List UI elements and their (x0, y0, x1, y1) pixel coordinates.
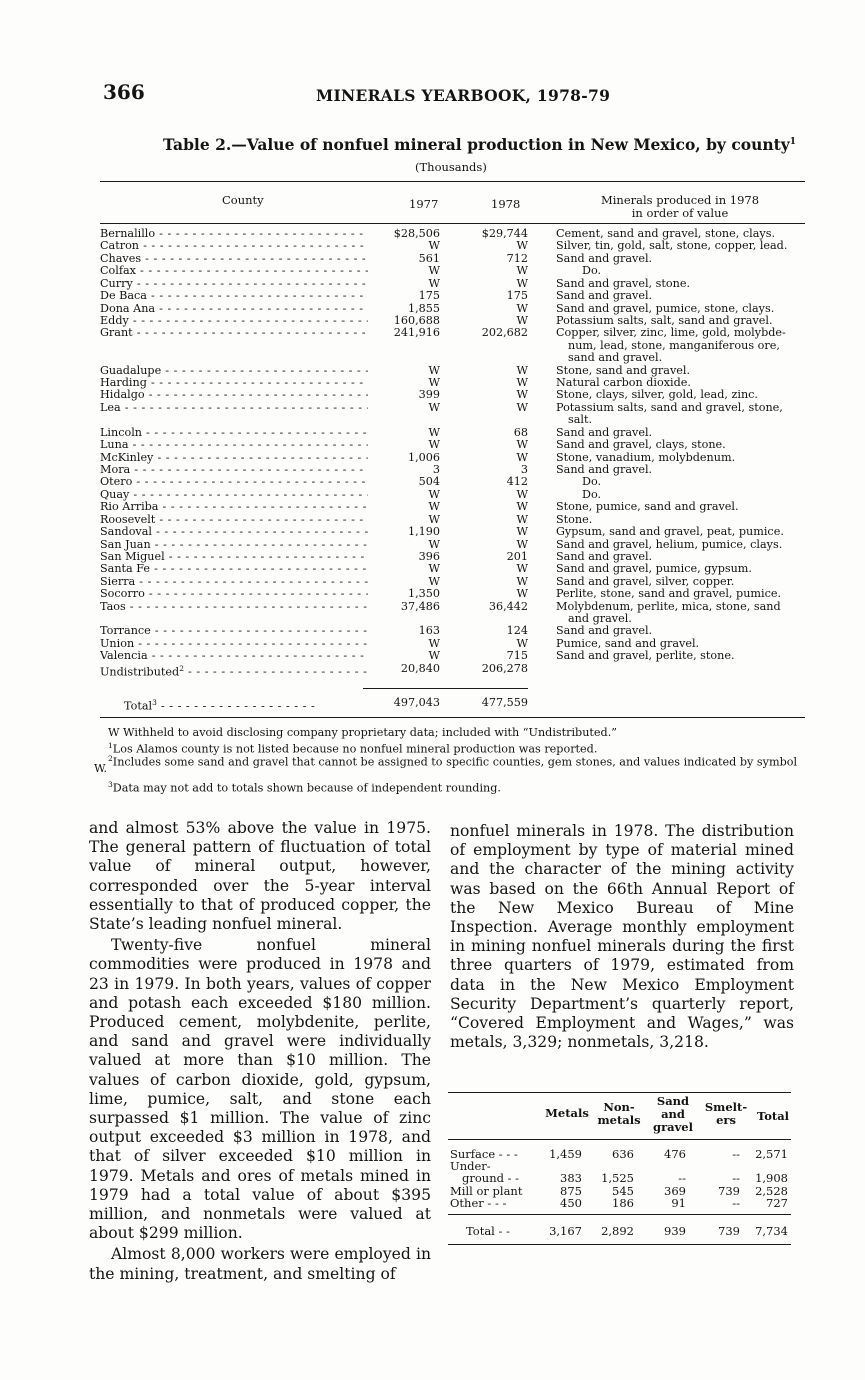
minerals-produced: Molybdenum, perlite, mica, stone, sand (556, 599, 781, 613)
table-header-minerals-line2: in order of value (631, 205, 729, 220)
value-1978: W (516, 450, 528, 464)
employment-row-label-text: Other (450, 1196, 484, 1210)
total-label (124, 697, 315, 713)
employment-top-rule (448, 1092, 791, 1093)
value-1977: W (428, 264, 440, 278)
employment-nonmetals: 186 (612, 1196, 634, 1210)
table-title-text: Table 2.—Value of nonfuel mineral production in New Mexico, by county (163, 135, 790, 154)
right-paragraph-1: nonfuel minerals in 1978. The distribution of employment by type of material mined and the character of the mining activity was based on the 66th Annual Report of the New Mexico Bureau of Mine Inspection. Average monthly employment in mining nonfuel minerals during the first three quarters of 1979, estimated from data in the New Mexico Employment Security Department’s quarterly report, “Covered Employment and Wages,” was metals, 3,329; nonmetals, 3,218. (450, 822, 794, 1052)
county-name: San Miguel - - - (100, 551, 368, 563)
minerals-produced: Sand and gravel, pumice, gypsum. (556, 562, 752, 576)
value-1978: W (516, 574, 528, 588)
value-1977: 396 (418, 549, 440, 563)
county-name: Guadalupe - - - (100, 365, 368, 377)
table-row (100, 240, 810, 252)
value-1978: 412 (506, 475, 528, 489)
employment-metals: 875 (560, 1184, 582, 1198)
county-name: Sandoval - - - (100, 526, 368, 538)
value-1978: $29,744 (481, 227, 528, 240)
table-header-county: County (222, 193, 264, 207)
footnote-2-mark: 2 (108, 754, 113, 763)
table-row (100, 601, 810, 613)
employment-total-metals: 3,167 (549, 1224, 582, 1238)
value-1978: W (516, 313, 528, 327)
minerals-produced: Stone, pumice, sand and gravel. (556, 500, 739, 514)
employment-sand: 91 (671, 1196, 686, 1210)
minerals-produced: Stone, clays, silver, gold, lead, zinc. (556, 388, 758, 402)
county-name: San Juan - - - (100, 539, 368, 551)
table-row (100, 452, 810, 464)
county-name: Lea - - - (100, 402, 368, 414)
table-row (100, 476, 810, 488)
value-1978: 206,278 (481, 661, 528, 675)
employment-row-label-text: ground (462, 1171, 504, 1185)
minerals-produced: Perlite, stone, sand and gravel, pumice. (556, 587, 782, 601)
minerals-produced: Sand and gravel. (556, 425, 653, 439)
employment-header-sand-1: Sand (656, 1094, 690, 1108)
value-1978: W (516, 276, 528, 290)
footnote-2-text: Includes some sand and gravel that cannot be assigned to specific counties, gem stones, and values indicated by symbol (112, 755, 798, 769)
total-1977: 497,043 (393, 696, 440, 709)
minerals-produced: Potassium salts, sand and gravel, stone, (556, 400, 783, 414)
employment-header-rule (448, 1139, 791, 1140)
employment-smelters: -- (732, 1196, 740, 1210)
minerals-produced: Silver, tin, gold, salt, stone, copper, lead. (556, 239, 788, 253)
employment-row-label-text: Surface (450, 1147, 496, 1161)
minerals-produced: Cement, sand and gravel, stone, clays. (556, 227, 776, 240)
minerals-produced: Sand and gravel, clays, stone. (556, 438, 726, 452)
value-1977: 1,350 (407, 587, 440, 601)
employment-row-leader: - - - (483, 1196, 507, 1210)
value-1978: W (516, 562, 528, 576)
employment-header-smelters-1: Smelt- (704, 1100, 748, 1114)
table-header-minerals (590, 194, 770, 219)
value-1977: 37,486 (400, 599, 440, 613)
table-row (100, 588, 810, 600)
employment-header-metals: Metals (545, 1106, 589, 1120)
minerals-produced: Sand and gravel, pumice, stone, clays. (556, 301, 775, 315)
county-name: Socorro - - - (100, 588, 368, 600)
value-1977: 163 (418, 624, 440, 638)
value-1977: 1,190 (407, 525, 440, 539)
employment-smelters: -- (732, 1171, 740, 1185)
county-name: Hidalgo - - - (100, 389, 368, 401)
value-1977: W (428, 487, 440, 501)
value-1978: W (516, 487, 528, 501)
county-name: Luna - - - (100, 439, 368, 451)
employment-row (448, 1148, 793, 1161)
minerals-produced: Stone, sand and gravel. (556, 363, 691, 377)
county-name: McKinley - - - (100, 452, 368, 464)
value-1978: W (516, 587, 528, 601)
value-1978: 68 (513, 425, 528, 439)
minerals-produced: num, lead, stone, manganiferous ore, (568, 338, 780, 352)
total-rule (363, 688, 528, 689)
value-1977: 504 (418, 475, 440, 489)
employment-total-rule (448, 1214, 791, 1215)
employment-table (448, 1092, 793, 1252)
minerals-produced: Do. (582, 475, 602, 489)
table-row (100, 365, 810, 377)
footnote-2 (108, 752, 797, 769)
value-1978: 202,682 (481, 326, 528, 340)
value-1977: W (428, 574, 440, 588)
county-name: Eddy - - - (100, 315, 368, 327)
table-row (100, 278, 810, 290)
employment-row-leader: - - (503, 1171, 520, 1185)
employment-total-label-text: Total (466, 1224, 495, 1238)
county-name: Catron - - - (100, 240, 368, 252)
employment-row-label-text: Mill or plant (450, 1184, 523, 1198)
minerals-produced: Gypsum, sand and gravel, peat, pumice. (556, 525, 784, 539)
county-name: Lincoln - - - (100, 427, 368, 439)
value-1978: W (516, 239, 528, 253)
value-1978: W (516, 264, 528, 278)
table-title (163, 135, 796, 154)
value-1977: 3 (432, 462, 440, 476)
value-1978: 201 (506, 549, 528, 563)
value-1978: 3 (520, 462, 528, 476)
value-1977: W (428, 276, 440, 290)
county-name: Colfax - - - (100, 265, 368, 277)
employment-nonmetals: 545 (612, 1184, 634, 1198)
county-name: Grant - - - (100, 327, 368, 339)
minerals-produced: Sand and gravel. (556, 289, 653, 303)
value-1978: W (516, 525, 528, 539)
county-name: Rio Arriba - - - (100, 501, 368, 513)
value-1978: W (516, 438, 528, 452)
employment-header-nonmetals-2: metals (597, 1113, 641, 1127)
employment-header-sand (648, 1095, 698, 1134)
value-1978: 175 (506, 289, 528, 303)
value-1977: 160,688 (393, 313, 440, 327)
minerals-produced: salt. (568, 413, 593, 427)
minerals-produced: sand and gravel. (568, 351, 663, 365)
employment-total: 1,908 (755, 1171, 788, 1185)
value-1977: W (428, 500, 440, 514)
minerals-produced: Potassium salts, salt, sand and gravel. (556, 313, 773, 327)
value-1977: 241,916 (393, 326, 440, 340)
table-row-continuation (100, 414, 810, 426)
employment-row-label (450, 1197, 506, 1210)
table-row (100, 439, 810, 451)
table-bottom-rule (100, 717, 805, 718)
employment-smelters: 739 (718, 1184, 740, 1198)
table-row (100, 563, 810, 575)
minerals-produced: Sand and gravel, silver, copper. (556, 574, 735, 588)
table-subtitle: (Thousands) (415, 160, 487, 174)
table-top-rule (100, 181, 805, 182)
value-1977: W (428, 239, 440, 253)
county-name: Dona Ana - - - (100, 303, 368, 315)
county-name: Sierra - - - (100, 576, 368, 588)
value-1978: W (516, 301, 528, 315)
table-row-continuation (100, 352, 810, 364)
value-1978: W (516, 388, 528, 402)
table-header-minerals-line1: Minerals produced in 1978 (600, 193, 760, 207)
value-1978: W (516, 537, 528, 551)
county-name: Valencia - - - (100, 650, 368, 662)
total-label-text: Total (124, 699, 153, 713)
total-1978: 477,559 (481, 696, 528, 709)
employment-total-nonmetals: 2,892 (601, 1224, 634, 1238)
minerals-produced: Sand and gravel, helium, pumice, clays. (556, 537, 783, 551)
footnote-3-text: Data may not add to totals shown because of independent rounding. (112, 781, 501, 795)
total-label-note: 3 (152, 698, 157, 707)
table-header-rule (100, 223, 805, 224)
value-1978: W (516, 500, 528, 514)
minerals-produced: Natural carbon dioxide. (556, 376, 691, 390)
employment-nonmetals: 636 (612, 1147, 634, 1161)
table-row (100, 661, 810, 679)
county-name: Bernalillo - - - (100, 228, 368, 240)
minerals-produced: Stone, vanadium, molybdenum. (556, 450, 736, 464)
value-1977: 399 (418, 388, 440, 402)
left-column (89, 819, 431, 1284)
table-row (100, 650, 810, 662)
value-1978: W (516, 636, 528, 650)
value-1978: W (516, 400, 528, 414)
county-name: Mora - - - (100, 464, 368, 476)
value-1977: 561 (418, 251, 440, 265)
minerals-produced: Sand and gravel. (556, 462, 653, 476)
county-name: Union - - - (100, 638, 368, 650)
table-row (100, 253, 810, 265)
employment-metals: 450 (560, 1196, 582, 1210)
table-header-1978: 1978 (491, 197, 521, 211)
left-paragraph-1: and almost 53% above the value in 1975. The general pattern of fluctuation of total value of mineral output, however, corresponded over the 5-year interval essentially to that of produced copper, the State’s leading nonfuel mineral. (89, 819, 431, 934)
value-1977: W (428, 400, 440, 414)
table-row (100, 327, 810, 339)
footnote-1-mark: 1 (108, 741, 113, 750)
value-1978: 36,442 (488, 599, 528, 613)
table-row-continuation (100, 613, 810, 625)
minerals-produced: Pumice, sand and gravel. (556, 636, 700, 650)
right-column (450, 822, 794, 1052)
county-name: Santa Fe - - - (100, 563, 368, 575)
county-name: Otero - - - (100, 476, 368, 488)
employment-sand: 476 (664, 1147, 686, 1161)
value-1977: W (428, 537, 440, 551)
table-row (100, 526, 810, 538)
county-name: Taos - - - (100, 601, 368, 613)
total-row (100, 696, 810, 713)
county-name: Quay - - - (100, 489, 368, 501)
employment-total: 2,571 (755, 1147, 788, 1161)
county-name: Roosevelt - - - (100, 514, 368, 526)
footnote-w: W Withheld to avoid disclosing company proprietary data; included with “Undistributed.” (108, 726, 617, 739)
minerals-produced: Sand and gravel, perlite, stone. (556, 649, 735, 663)
employment-header-sand-2: and (661, 1107, 685, 1121)
employment-nonmetals: 1,525 (601, 1171, 634, 1185)
county-name: Torrance - - - (100, 625, 368, 637)
value-1978: 712 (506, 251, 528, 265)
employment-row-label (462, 1172, 519, 1185)
employment-bottom-rule (448, 1244, 791, 1245)
minerals-produced: Copper, silver, zinc, lime, gold, molybde- (556, 326, 786, 340)
table-row (100, 290, 810, 302)
minerals-produced: and gravel. (568, 612, 632, 626)
value-1978: W (516, 376, 528, 390)
table-row (100, 389, 810, 401)
value-1977: W (428, 636, 440, 650)
table-title-note: 1 (789, 136, 797, 147)
employment-row-label-text: Under- (450, 1159, 491, 1173)
minerals-produced: Sand and gravel. (556, 624, 653, 638)
value-1977: W (428, 425, 440, 439)
employment-row (448, 1197, 793, 1210)
table-row (100, 265, 810, 277)
table-row (100, 625, 810, 637)
employment-total-sand: 939 (664, 1224, 686, 1238)
running-head: MINERALS YEARBOOK, 1978-79 (316, 86, 611, 105)
employment-total: 727 (766, 1196, 788, 1210)
employment-header-nonmetals-1: Non- (603, 1100, 635, 1114)
table-header-1977: 1977 (409, 197, 439, 211)
employment-header-smelters-2: ers (716, 1113, 736, 1127)
footnote-3-mark: 3 (108, 780, 113, 789)
county-name-note: 2 (179, 663, 184, 673)
value-1977: W (428, 649, 440, 663)
table-row (100, 402, 810, 414)
value-1977: W (428, 438, 440, 452)
minerals-produced: Do. (582, 487, 602, 501)
footnote-3 (108, 778, 501, 795)
table-row (100, 539, 810, 551)
footnote-2-cont: W. (94, 762, 108, 775)
left-paragraph-2: Twenty-five nonfuel mineral commodities were produced in 1978 and 23 in 1979. In both years, values of copper and potash each exceeded $180 million. Produced cement, molybdenite, perlite, and sand and gravel were individually valued at more than $10 million. The values of carbon dioxide, gold, gypsum, lime, pumice, salt, and stone each surpassed $1 million. The value of zinc output exceeded $3 million in 1978, and that of silver exceeded $10 million in 1979. Metals and ores of metals mined in 1979 had a total value of about $395 million, and nonmetals were valued at about $299 million. (89, 936, 431, 1243)
table-row (100, 501, 810, 513)
employment-total-smelters: 739 (718, 1224, 740, 1238)
employment-sand: -- (678, 1171, 686, 1185)
value-1977: 1,006 (407, 450, 440, 464)
value-1978: W (516, 512, 528, 526)
employment-sand: 369 (664, 1184, 686, 1198)
employment-metals: 383 (560, 1171, 582, 1185)
county-name (100, 663, 368, 679)
value-1978: 715 (506, 649, 528, 663)
employment-metals: 1,459 (549, 1147, 582, 1161)
value-1977: 175 (418, 289, 440, 303)
employment-row (448, 1172, 793, 1185)
value-1977: W (428, 562, 440, 576)
minerals-produced: Sand and gravel, stone. (556, 276, 691, 290)
employment-total-leader: - - (494, 1224, 510, 1238)
page-number: 366 (103, 80, 145, 104)
county-name: De Baca - - - (100, 290, 368, 302)
value-1977: 1,855 (407, 301, 440, 315)
table-row (100, 464, 810, 476)
employment-total-row (448, 1225, 793, 1238)
county-name-text: Undistributed (100, 665, 180, 679)
county-name: Curry - - - (100, 278, 368, 290)
employment-row-leader: - - - (495, 1147, 518, 1161)
value-1978: 124 (506, 624, 528, 638)
minerals-produced: Do. (582, 264, 602, 278)
minerals-produced: Sand and gravel. (556, 549, 653, 563)
county-name: Chaves - - - (100, 253, 368, 265)
left-paragraph-3: Almost 8,000 workers were employed in the mining, treatment, and smelting of (89, 1245, 431, 1283)
employment-header-nonmetals (594, 1101, 644, 1127)
county-name: Harding - - - (100, 377, 368, 389)
employment-header-sand-3: gravel (653, 1120, 693, 1134)
table-row-continuation (100, 340, 810, 352)
footnote-1-text: Los Alamos county is not listed because no nonfuel mineral production was reported. (112, 742, 598, 756)
total-leader: - - - - - - - - - - - - - - - - - - - (156, 699, 316, 713)
employment-header-total: Total (756, 1109, 790, 1123)
employment-header-smelters (701, 1101, 751, 1127)
value-1978: W (516, 363, 528, 377)
employment-smelters: -- (732, 1147, 740, 1161)
minerals-produced: Sand and gravel. (556, 251, 653, 265)
value-1977: W (428, 376, 440, 390)
minerals-produced: Stone. (556, 512, 593, 526)
value-1977: $28,506 (393, 227, 440, 240)
value-1977: W (428, 363, 440, 377)
employment-total-total: 7,734 (755, 1224, 788, 1238)
employment-total-label (466, 1225, 510, 1238)
value-1977: 20,840 (400, 661, 440, 675)
value-1977: W (428, 512, 440, 526)
employment-total: 2,528 (755, 1184, 788, 1198)
